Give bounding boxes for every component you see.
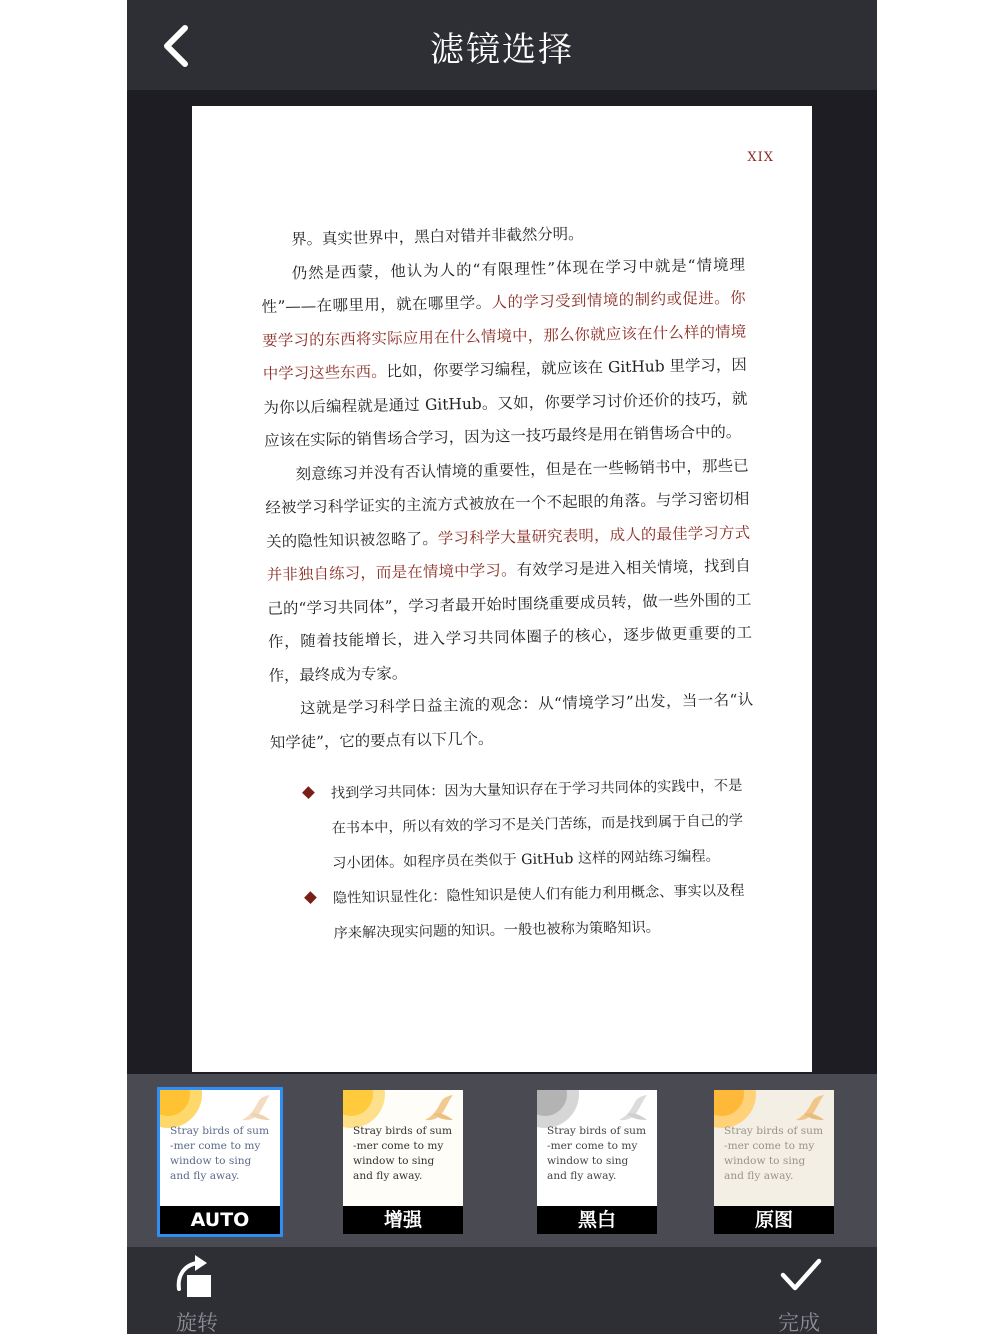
rotate-icon (157, 1251, 237, 1307)
diamond-bullet-icon (302, 786, 315, 799)
bird-icon (794, 1094, 828, 1124)
checkmark-icon (759, 1251, 839, 1307)
body-text: 有效学习是进入相关情境，找到自己的“学习共同体”，学习者最开始时围绕重要成员转，做一些外围的工作，随着技能增长，进入学习共同体圈子的核心，逐步做更重要的工作，最终成为专家。 (267, 556, 753, 685)
filter-enhance[interactable] (343, 1090, 463, 1234)
body-text: 比如，你要学习编程，就应该在 GitHub 里学习，因为你以后编程就是通过 GitHub。又如，你要学习讨价还价的技巧，就应该在实际的销售场合学习，因为这一技巧最终是用在销售场合中的。 (263, 355, 748, 450)
body-text: 界。真实世界中，黑白对错并非截然分明。 (290, 224, 584, 249)
page-number: XIX (747, 150, 774, 165)
body-text: 这就是学习科学日益主流的观念：从“情境学习”出发，当一名“认知学徒”，它的要点有以下几个。 (269, 690, 754, 752)
highlighted-text: 人的学习受到情境的制约或促进。你要学习的东西将实际应用在什么情境中，那么你就应该在什么样的情境中学习这些东西。 (262, 288, 747, 383)
scanned-page (192, 106, 812, 1072)
bullet-text: 隐性知识显性化：隐性知识是使人们有能力利用概念、事实以及程序来解决现实问题的知识。一般也被称为策略知识。 (332, 882, 745, 942)
paragraph (261, 248, 749, 458)
filter-preview (343, 1090, 463, 1206)
body-text: 仍然是西蒙，他认为人的“有限理性”体现在学习中就是“情境理性”——在哪里用，就在哪里学。 (261, 255, 746, 316)
bird-icon (617, 1094, 651, 1124)
paragraph (269, 684, 754, 760)
filter-label: 原图 (714, 1206, 834, 1234)
filter-preview (714, 1090, 834, 1206)
document-preview (127, 90, 877, 1074)
bullet-text: 找到学习共同体：因为大量知识存在于学习共同体的实践中，不是在书本中，所以有效的学习不是关门苦练，而是找到属于自己的学习小团体。如程序员在类似于 GitHub 这样的网站练习编程。 (330, 777, 744, 872)
filter-preview (537, 1090, 657, 1206)
paragraph (265, 449, 753, 693)
body-text: 刻意练习并没有否认情境的重要性，但是在一些畅销书中，那些已经被学习科学证实的主流方式被放在一个不起眼的角落。与学习密切相关的隐性知识被忽略了。 (265, 456, 750, 551)
page-title: 滤镜选择 (430, 30, 574, 70)
filter-screen (127, 0, 877, 1334)
bullet-item (271, 769, 757, 883)
done-label: 完成 (778, 1311, 820, 1334)
top-bar (127, 0, 877, 90)
done-button[interactable] (759, 1251, 839, 1333)
poem-text: Stray birds of sum -mer come to my window to sing and fly away. (547, 1125, 647, 1182)
poem-text: Stray birds of sum -mer come to my window to sing and fly away. (724, 1125, 824, 1182)
filter-label: AUTO (160, 1206, 280, 1234)
page-content (260, 215, 758, 953)
filter-original[interactable] (714, 1090, 834, 1234)
poem-text: Stray birds of sum -mer come to my window to sing and fly away. (353, 1125, 453, 1182)
bird-icon (423, 1094, 457, 1124)
filter-black-white[interactable] (537, 1090, 657, 1234)
filter-auto[interactable] (160, 1090, 280, 1234)
bird-icon (240, 1094, 274, 1124)
filter-label: 黑白 (537, 1206, 657, 1234)
diamond-bullet-icon (304, 891, 317, 904)
highlighted-text: 学习科学大量研究表明，成人的最佳学习方式并非独自练习，而是在情境中学习。 (266, 523, 751, 584)
filter-label: 增强 (343, 1206, 463, 1234)
filter-preview (160, 1090, 280, 1206)
rotate-label: 旋转 (176, 1311, 218, 1334)
poem-text: Stray birds of sum -mer come to my window to sing and fly away. (170, 1125, 270, 1182)
bullet-list (271, 769, 758, 953)
bullet-item (273, 874, 758, 953)
bottom-toolbar (127, 1247, 877, 1334)
rotate-button[interactable] (157, 1251, 237, 1333)
filter-strip (127, 1074, 877, 1247)
